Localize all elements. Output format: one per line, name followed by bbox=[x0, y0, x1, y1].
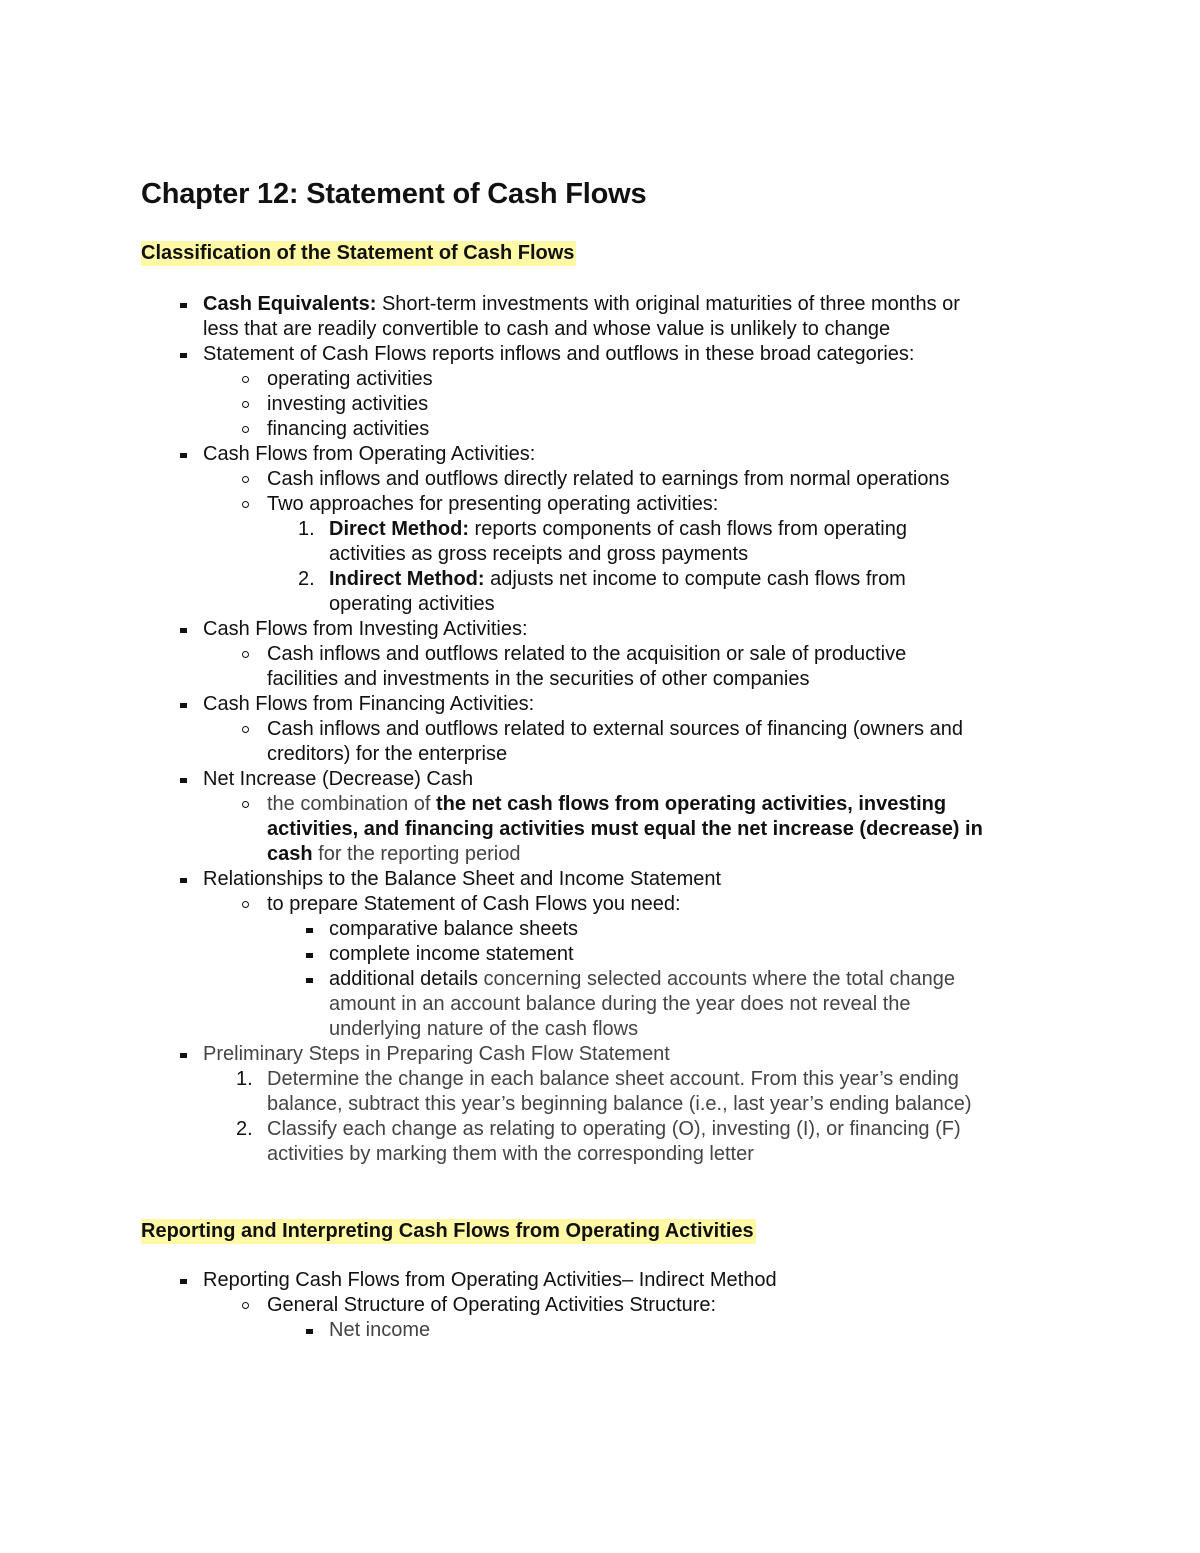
definition-text: Short-term investments with original maturities of three months or bbox=[376, 293, 960, 315]
list-item bbox=[0, 292, 1200, 342]
list-item-text: General Structure of Operating Activities Structure: bbox=[267, 1294, 717, 1316]
list-item-text: complete income statement bbox=[329, 943, 574, 965]
list-item bbox=[0, 942, 1200, 967]
list-item bbox=[0, 342, 1200, 367]
term-cash-equivalents: Cash Equivalents: bbox=[203, 293, 377, 315]
list-item-text: financing activities bbox=[267, 418, 430, 440]
list-item-text: Cash Flows from Operating Activities: bbox=[203, 443, 536, 465]
list-item-text: facilities and investments in the securities of other companies bbox=[267, 668, 810, 690]
circle-bullet-icon bbox=[242, 726, 249, 733]
list-item bbox=[0, 1042, 1200, 1067]
list-item bbox=[0, 892, 1200, 917]
list-item bbox=[0, 492, 1200, 517]
list-item-text: investing activities bbox=[267, 393, 429, 415]
square-bullet-icon bbox=[306, 928, 313, 933]
list-item bbox=[0, 717, 1200, 767]
list-item bbox=[0, 967, 1200, 1042]
list-item bbox=[0, 767, 1200, 792]
list-item-text: Two approaches for presenting operating activities: bbox=[267, 493, 719, 515]
square-bullet-icon bbox=[180, 1053, 187, 1058]
square-bullet-icon bbox=[306, 1329, 313, 1334]
square-bullet-icon bbox=[180, 878, 187, 883]
list-item-text: comparative balance sheets bbox=[329, 918, 579, 940]
list-item-text: Classify each change as relating to operating (O), investing (I), or financing (F) bbox=[267, 1118, 961, 1140]
section-heading-reporting bbox=[141, 1220, 756, 1243]
section-heading-classification bbox=[141, 242, 576, 265]
definition-text: operating activities bbox=[329, 593, 495, 615]
circle-bullet-icon bbox=[242, 901, 249, 908]
square-bullet-icon bbox=[180, 703, 187, 708]
circle-bullet-icon bbox=[242, 1302, 249, 1309]
square-bullet-icon bbox=[180, 453, 187, 458]
item-number: 2. bbox=[298, 568, 315, 590]
item-number: 2. bbox=[236, 1118, 253, 1140]
list-item-text: Cash inflows and outflows related to the acquisition or sale of productive bbox=[267, 643, 907, 665]
circle-bullet-icon bbox=[242, 426, 249, 433]
term-indirect-method: Indirect Method: bbox=[329, 568, 485, 590]
list-item-text: Determine the change in each balance sheet account. From this year’s ending bbox=[267, 1068, 959, 1090]
list-item-text: the combination of bbox=[267, 793, 436, 815]
list-item bbox=[0, 692, 1200, 717]
list-item-text: concerning selected accounts where the total change bbox=[478, 968, 955, 990]
list-item-text: Cash inflows and outflows related to external sources of financing (owners and bbox=[267, 718, 963, 740]
circle-bullet-icon bbox=[242, 801, 249, 808]
list-item-text: Statement of Cash Flows reports inflows and outflows in these broad categories: bbox=[203, 343, 915, 365]
list-item bbox=[0, 617, 1200, 642]
list-item-text: operating activities bbox=[267, 368, 433, 390]
term-direct-method: Direct Method: bbox=[329, 518, 469, 540]
definition-text: adjusts net income to compute cash flows from bbox=[484, 568, 906, 590]
circle-bullet-icon bbox=[242, 476, 249, 483]
numbered-item bbox=[0, 1067, 1200, 1117]
circle-bullet-icon bbox=[242, 376, 249, 383]
list-item-text: Net income bbox=[329, 1319, 431, 1341]
list-item bbox=[0, 392, 1200, 417]
emphasis-text: cash bbox=[267, 843, 313, 865]
numbered-item bbox=[0, 517, 1200, 567]
list-item bbox=[0, 642, 1200, 692]
square-bullet-icon bbox=[180, 303, 187, 308]
list-item bbox=[0, 467, 1200, 492]
list-item-text: underlying nature of the cash flows bbox=[329, 1018, 639, 1040]
emphasis-text: activities, and financing activities must equal the net increase (decrease) in bbox=[267, 818, 983, 840]
list-item bbox=[0, 792, 1200, 867]
definition-text: less that are readily convertible to cash and whose value is unlikely to change bbox=[203, 318, 891, 340]
list-item bbox=[0, 1318, 1200, 1343]
list-item-text: to prepare Statement of Cash Flows you need: bbox=[267, 893, 681, 915]
highlighted-heading-text: Reporting and Interpreting Cash Flows from Operating Activities bbox=[141, 1220, 754, 1242]
item-number: 1. bbox=[298, 518, 315, 540]
list-item-text: creditors) for the enterprise bbox=[267, 743, 508, 765]
definition-text: reports components of cash flows from operating bbox=[469, 518, 907, 540]
item-number: 1. bbox=[236, 1068, 253, 1090]
list-item-text: balance, subtract this year’s beginning balance (i.e., last year’s ending balance) bbox=[267, 1093, 972, 1115]
classification-list bbox=[0, 292, 1200, 1167]
list-item-text: Relationships to the Balance Sheet and Income Statement bbox=[203, 868, 722, 890]
list-item-text: Reporting Cash Flows from Operating Activities– Indirect Method bbox=[203, 1269, 777, 1291]
list-item-text: Cash inflows and outflows directly related to earnings from normal operations bbox=[267, 468, 950, 490]
list-item-text: Net Increase (Decrease) Cash bbox=[203, 768, 474, 790]
page-title: Chapter 12: Statement of Cash Flows bbox=[141, 178, 647, 210]
square-bullet-icon bbox=[306, 978, 313, 983]
emphasis-text: the net cash flows from operating activities, investing bbox=[436, 793, 947, 815]
list-item-text: Cash Flows from Financing Activities: bbox=[203, 693, 535, 715]
square-bullet-icon bbox=[180, 778, 187, 783]
square-bullet-icon bbox=[180, 1279, 187, 1284]
list-item bbox=[0, 917, 1200, 942]
square-bullet-icon bbox=[180, 628, 187, 633]
numbered-item bbox=[0, 567, 1200, 617]
definition-text: activities as gross receipts and gross payments bbox=[329, 543, 749, 565]
highlighted-heading-text: Classification of the Statement of Cash Flows bbox=[141, 242, 575, 264]
list-item-text: amount in an account balance during the year does not reveal the bbox=[329, 993, 911, 1015]
circle-bullet-icon bbox=[242, 401, 249, 408]
list-item-text: Cash Flows from Investing Activities: bbox=[203, 618, 528, 640]
list-item bbox=[0, 417, 1200, 442]
circle-bullet-icon bbox=[242, 501, 249, 508]
list-item-text: additional details bbox=[329, 968, 478, 990]
square-bullet-icon bbox=[306, 953, 313, 958]
list-item bbox=[0, 1268, 1200, 1293]
list-item-text: activities by marking them with the corresponding letter bbox=[267, 1143, 754, 1165]
list-item bbox=[0, 442, 1200, 467]
list-item bbox=[0, 1293, 1200, 1318]
numbered-item bbox=[0, 1117, 1200, 1167]
circle-bullet-icon bbox=[242, 651, 249, 658]
list-item bbox=[0, 367, 1200, 392]
reporting-list bbox=[0, 1268, 1200, 1343]
list-item-text: Preliminary Steps in Preparing Cash Flow Statement bbox=[203, 1043, 670, 1065]
list-item bbox=[0, 867, 1200, 892]
list-item-text: for the reporting period bbox=[312, 843, 521, 865]
square-bullet-icon bbox=[180, 353, 187, 358]
